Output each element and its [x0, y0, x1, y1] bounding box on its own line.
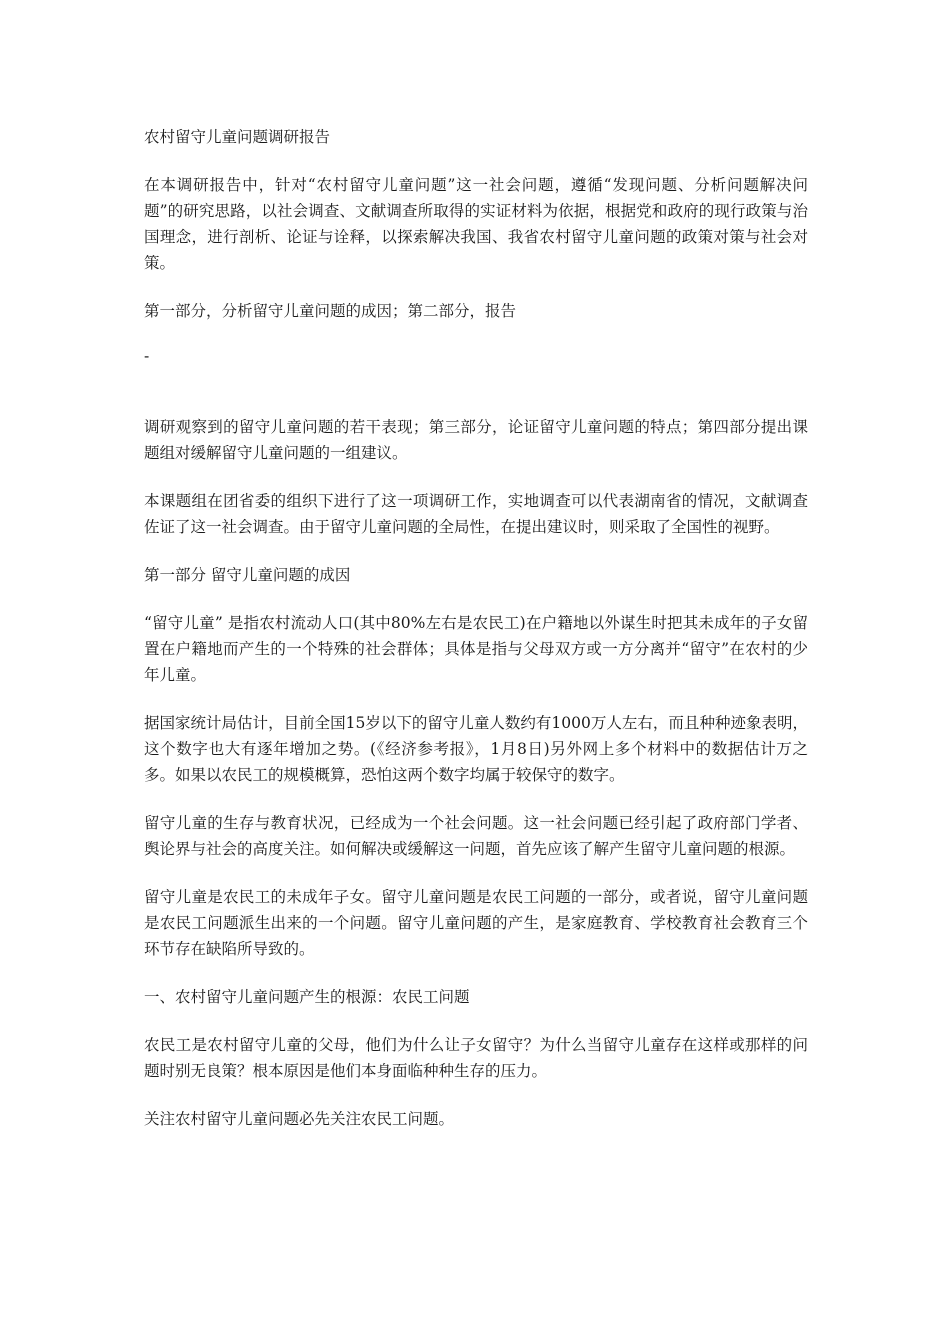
- page-break-marker: -: [144, 347, 150, 365]
- paragraph-research-scope: 本课题组在团省委的组织下进行了这一项调研工作，实地调查可以代表湖南省的情况，文献调查佐证了这一社会调查。由于留守儿童问题的全局性，在提出建议时，则采取了全国性的视野。: [144, 492, 808, 536]
- document-body: [144, 124, 808, 1154]
- subsection-heading-root-cause: 一、农村留守儿童问题产生的根源：农民工问题: [144, 988, 470, 1006]
- paragraph-statistics: 据国家统计局估计，目前全国15岁以下的留守儿童人数约有1000万人左右，而且种种迹象表明，这个数字也大有逐年增加之势。(《经济参考报》，1月8日)另外网上多个材料中的数据估计万之多。如果以农民工的规模概算，恐怕这两个数字均属于较保守的数字。: [144, 714, 808, 784]
- paragraph-conclusion: 关注农村留守儿童问题必先关注农民工问题。: [144, 1110, 455, 1128]
- paragraph-parents-pressure: 农民工是农村留守儿童的父母，他们为什么让子女留守？为什么当留守儿童存在这样或那样的问题时别无良策？根本原因是他们本身面临种种生存的压力。: [144, 1036, 808, 1080]
- section-heading-part-one: 第一部分 留守儿童问题的成因: [144, 566, 351, 584]
- paragraph-definition: “留守儿童” 是指农村流动人口(其中80%左右是农民工)在户籍地以外谋生时把其未成年的子女留置在户籍地而产生的一个特殊的社会群体；具体是指与父母双方或一方分离并“留守”在农村的少年儿童。: [144, 614, 808, 684]
- paragraph-migrant-workers: 留守儿童是农民工的未成年子女。留守儿童问题是农民工问题的一部分，或者说，留守儿童问题是农民工问题派生出来的一个问题。留守儿童问题的产生，是家庭教育、学校教育社会教育三个环节存在缺陷所导致的。: [144, 888, 808, 958]
- document-title: 农村留守儿童问题调研报告: [144, 128, 331, 146]
- paragraph-intro: 在本调研报告中，针对“农村留守儿童问题”这一社会问题，遵循“发现问题、分析问题解决问题”的研究思路，以社会调查、文献调查所取得的实证材料为依据，根据党和政府的现行政策与治国理念，进行剖析、论证与诠释，以探索解决我国、我省农村留守儿童问题的政策对策与社会对策。: [144, 176, 808, 272]
- paragraph-outline-part-two: 调研观察到的留守儿童问题的若干表现；第三部分，论证留守儿童问题的特点；第四部分提出课题组对缓解留守儿童问题的一组建议。: [144, 418, 808, 462]
- paragraph-outline-part-one: 第一部分，分析留守儿童问题的成因；第二部分，报告: [144, 302, 517, 320]
- paragraph-social-problem: 留守儿童的生存与教育状况，已经成为一个社会问题。这一社会问题已经引起了政府部门学者、舆论界与社会的高度关注。如何解决或缓解这一问题，首先应该了解产生留守儿童问题的根源。: [144, 814, 808, 858]
